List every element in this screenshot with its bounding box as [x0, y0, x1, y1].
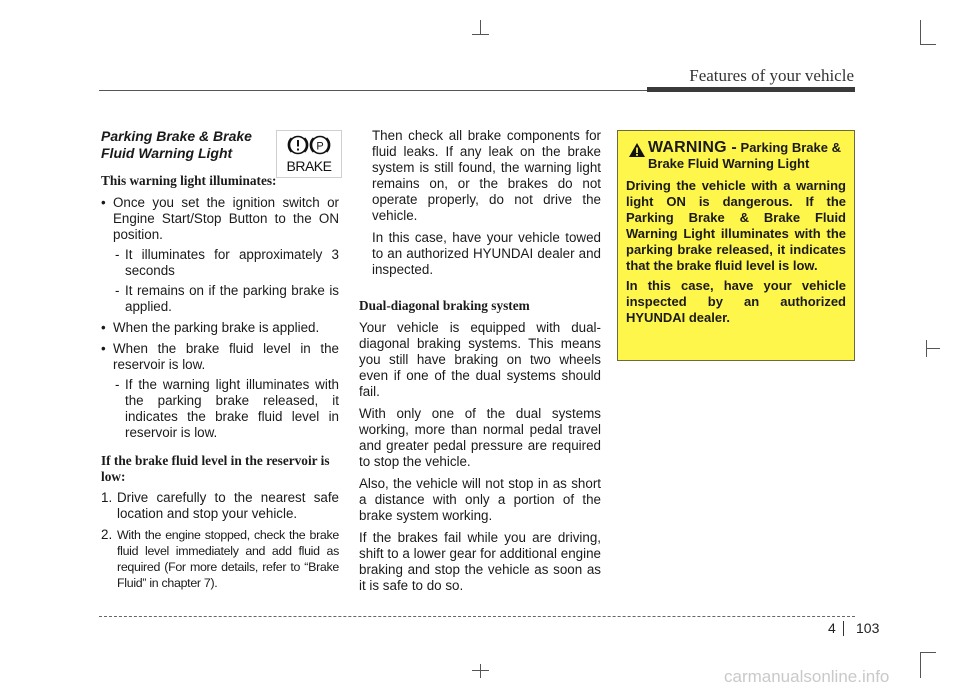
bullet-parking-brake: • When the parking brake is applied.: [101, 320, 339, 336]
para-pedal-travel: With only one of the dual systems working, more than normal pedal travel and greater pedal pressure are required to stop the vehicle.: [359, 406, 601, 469]
middle-column: [359, 128, 601, 594]
intro-text: This warning light illuminates:: [101, 173, 277, 188]
crop-mark-bottom-center-v: [480, 664, 481, 678]
header-rule-accent: [647, 87, 855, 92]
crop-mark-bottom-right-v: [920, 652, 921, 678]
para-stop-distance: Also, the vehicle will not stop in as short a distance with only a portion of the brake system working.: [359, 476, 601, 523]
warning-triangle-icon: [628, 142, 646, 158]
watermark: carmanualsonline.info: [724, 667, 890, 686]
header-rule: [99, 90, 647, 91]
warning-title: Parking Brake & Brake Fluid Warning Light: [648, 140, 841, 171]
para-dual-systems: Your vehicle is equipped with dual-diagonal braking systems. This means you still have braking on two wheels even if one of the dual systems should fail.: [359, 320, 601, 399]
warning-body-2: In this case, have your vehicle inspected by an authorized HYUNDAI dealer.: [626, 278, 846, 325]
para-towed: In this case, have your vehicle towed to an authorized HYUNDAI dealer and inspected.: [372, 230, 601, 277]
crop-mark-bottom-center-h: [472, 670, 489, 671]
crop-mark-right-center-v: [926, 340, 927, 357]
svg-text:P: P: [316, 140, 324, 153]
crop-mark-right-center-h: [926, 348, 940, 349]
para-check-components: Then check all brake components for fluid leaks. If any leak on the brake system is still found, the warning light remains on, or the brakes do not operate properly, do not drive the vehicle.: [372, 128, 601, 223]
header-title: Features of your vehicle: [689, 66, 854, 85]
low-fluid-heading: If the brake fluid level in the reservoir is low:: [101, 453, 330, 484]
crop-mark-top-right-h: [920, 44, 936, 45]
warning-box: [617, 130, 855, 361]
step-1: [101, 490, 339, 522]
warning-header: [626, 140, 846, 172]
step-2: [101, 527, 339, 591]
para-brakes-fail: If the brakes fail while you are driving, shift to a lower gear for additional engine braking and stop the vehicle as soon as it is safe to do so.: [359, 530, 601, 593]
warning-label: WARNING -: [648, 139, 737, 156]
step-1-text: Drive carefully to the nearest safe location and stop your vehicle.: [117, 490, 339, 521]
sub-bullet-fluid: - If the warning light illuminates with the parking brake released, it indicates the brake fluid level in reservoir is low.: [101, 377, 339, 441]
step-1-number: 1.: [101, 490, 113, 505]
left-column: [101, 128, 339, 591]
crop-mark-bottom-right-h: [920, 652, 936, 653]
page-number: 103: [856, 620, 880, 636]
bullet-ignition: • Once you set the ignition switch or Engine Start/Stop Button to the ON position.: [101, 195, 339, 243]
step-2-number: 2.: [101, 527, 113, 542]
page-chapter: 4: [828, 620, 836, 636]
sub-bullet-approx: - It illuminates for approximately 3 seconds: [101, 247, 339, 279]
page-separator: [843, 621, 844, 636]
crop-mark-top-center-v: [480, 20, 481, 34]
crop-mark-top-right-v: [920, 20, 921, 44]
sub-bullet-remains: - It remains on if the parking brake is applied.: [101, 283, 339, 315]
warning-body-1: Driving the vehicle with a warning light ON is dangerous. If the Parking Brake & Brake Fluid Warning Light illuminates with the parking brake released, it indicates that the brake fluid level is low.: [626, 178, 846, 273]
section-title: Parking Brake & Brake Fluid Warning Light: [101, 128, 252, 161]
footer-rule: [99, 616, 855, 617]
crop-mark-top-center-h: [472, 34, 489, 35]
dual-diagonal-heading: Dual-diagonal braking system: [359, 298, 530, 313]
bullet-fluid-low: • When the brake fluid level in the reservoir is low.: [101, 341, 339, 373]
step-2-text: With the engine stopped, check the brake fluid level immediately and add fluid as required (For more details, refer to “Brake Fluid” in chapter 7).: [117, 528, 339, 590]
brake-icon-label: BRAKE: [286, 158, 332, 174]
